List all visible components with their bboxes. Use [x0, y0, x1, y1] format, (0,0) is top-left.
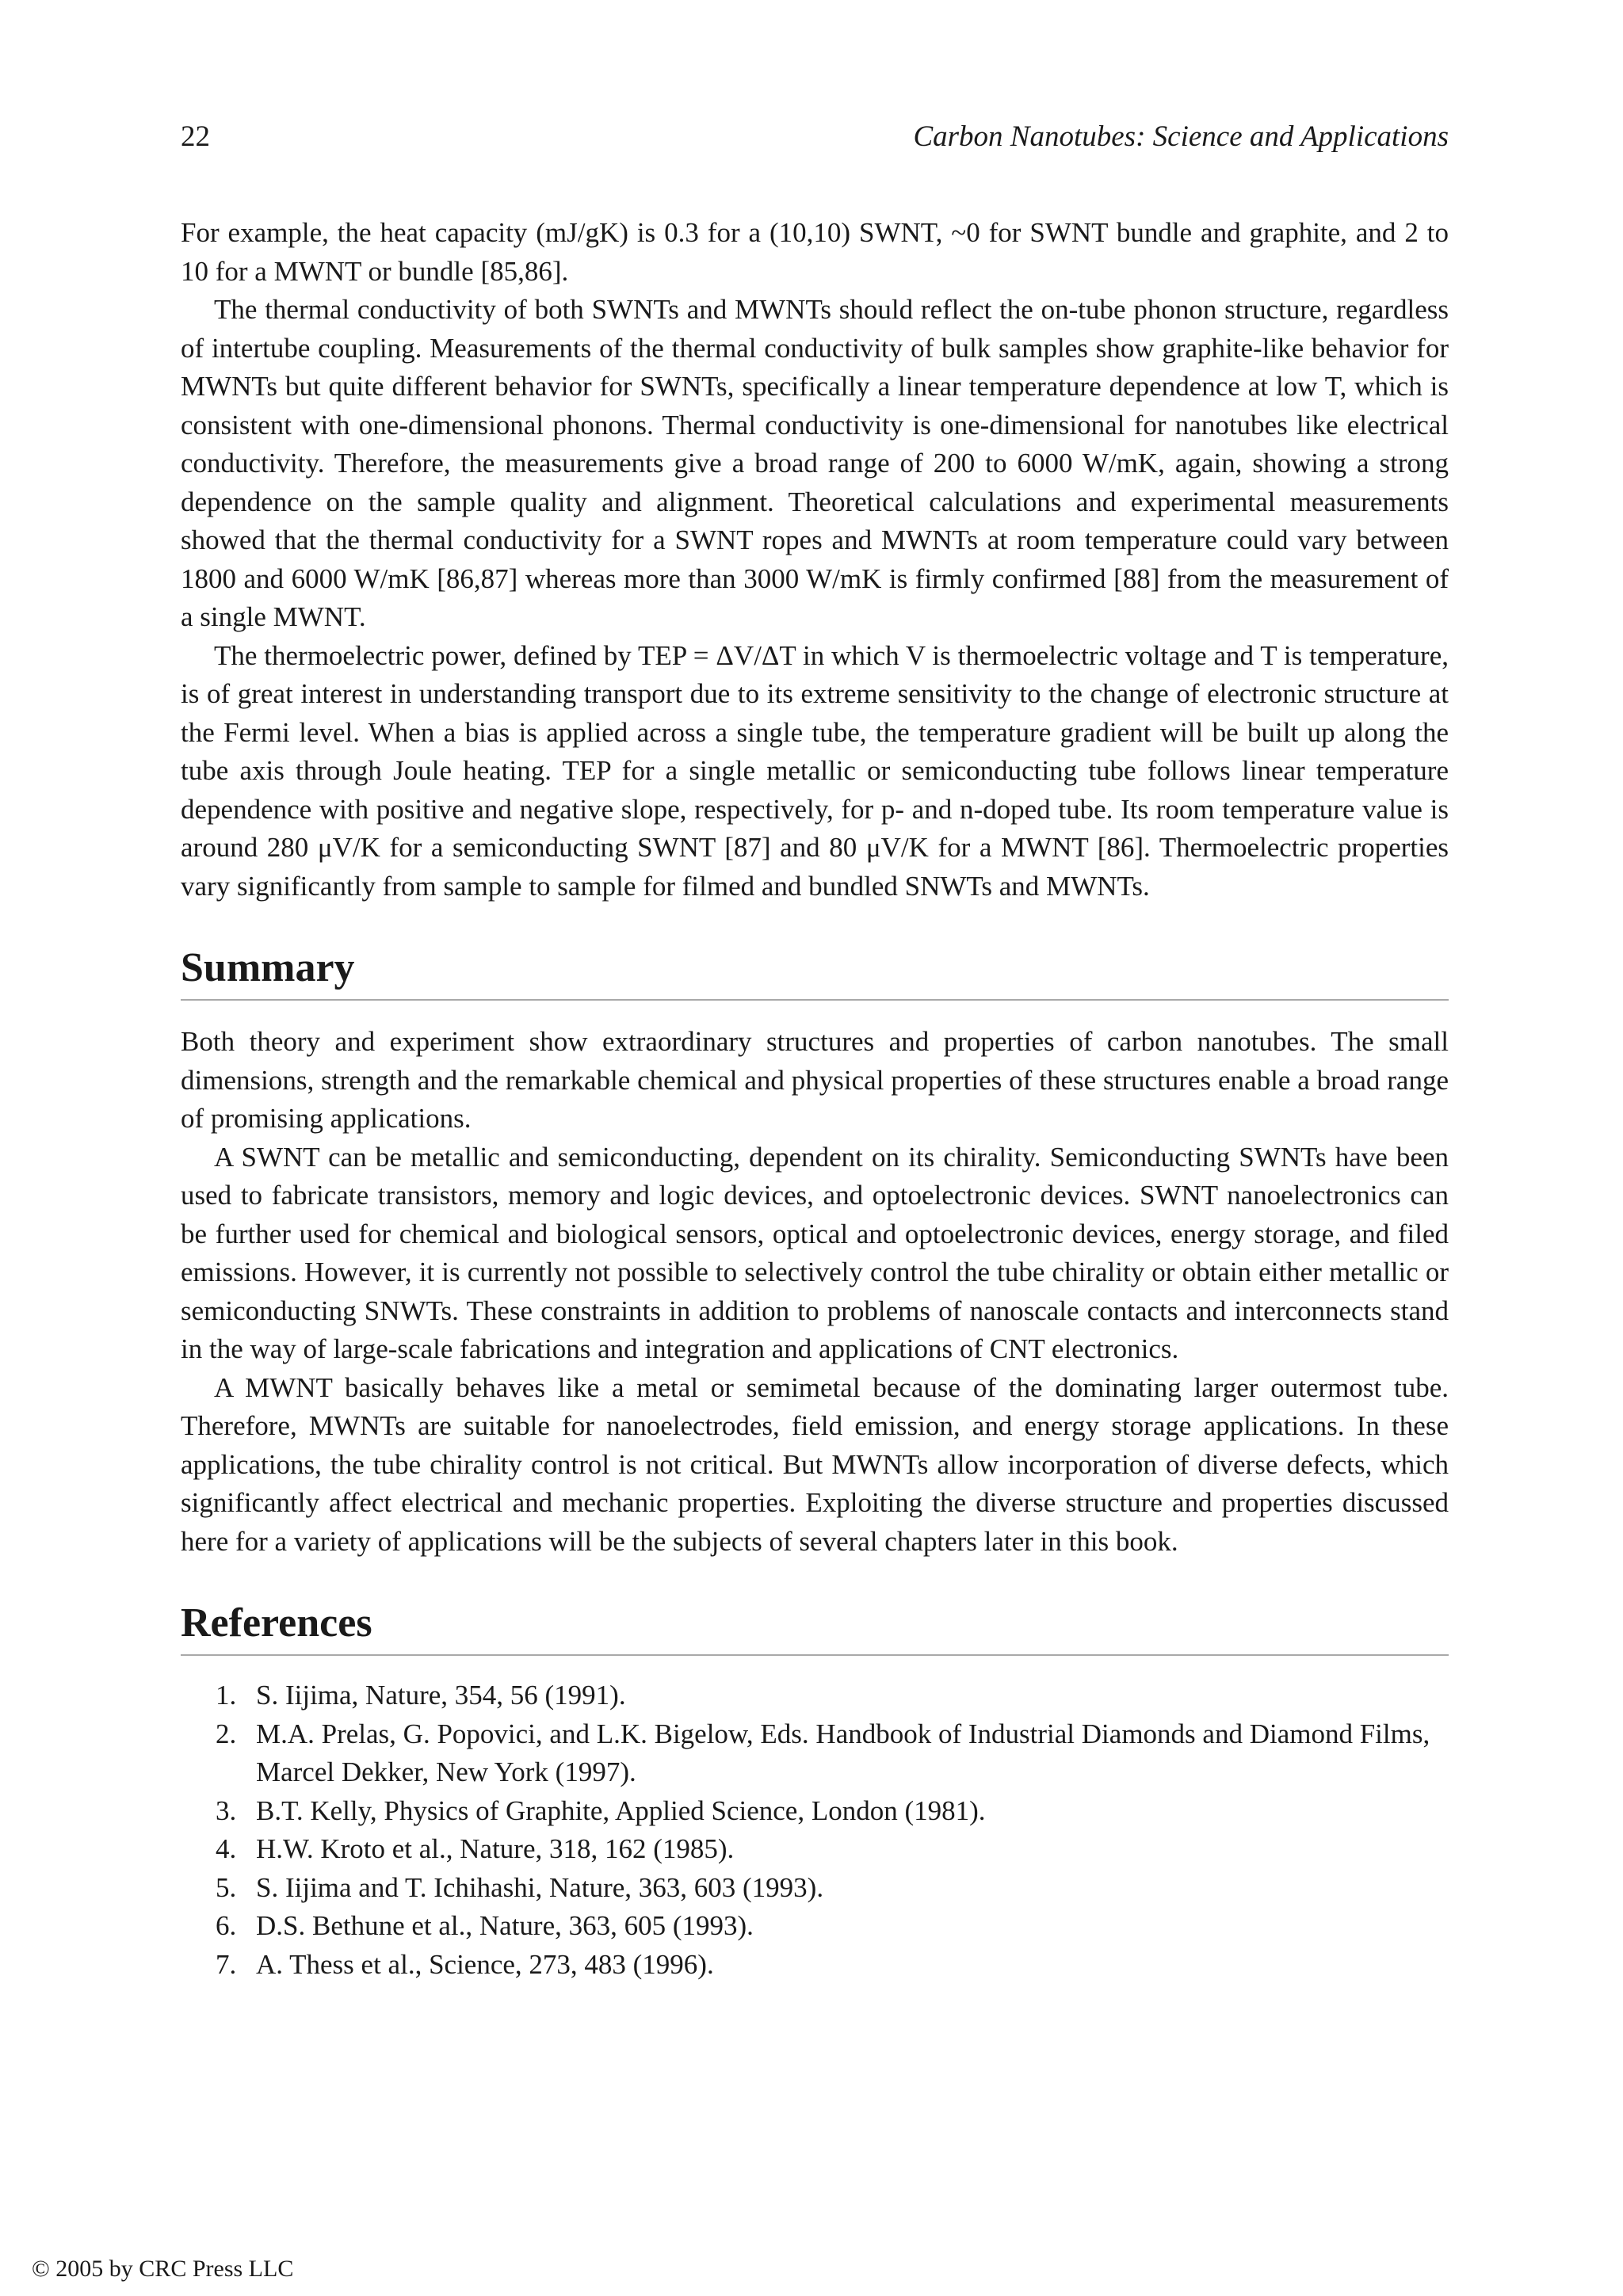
reference-number: 3.	[216, 1794, 237, 1826]
reference-text: M.A. Prelas, G. Popovici, and L.K. Bigelow, Eds. Handbook of Industrial Diamonds and Diamond Films, Marcel Dekker, New York (1997).	[256, 1718, 1430, 1787]
summary-heading: Summary	[181, 942, 1449, 1001]
reference-list	[181, 1676, 1449, 1984]
copyright-notice: © 2005 by CRC Press LLC	[32, 2256, 294, 2282]
reference-item	[181, 1907, 1449, 1946]
reference-item	[181, 1676, 1449, 1715]
running-title: Carbon Nanotubes: Science and Applications	[913, 120, 1449, 153]
reference-number: 7.	[216, 1948, 237, 1980]
references-heading: References	[181, 1597, 1449, 1656]
reference-text: H.W. Kroto et al., Nature, 318, 162 (1985).	[256, 1833, 735, 1864]
running-head	[181, 117, 1449, 157]
reference-number: 1.	[216, 1680, 237, 1711]
reference-number: 5.	[216, 1871, 237, 1903]
body-paragraph: The thermal conductivity of both SWNTs and MWNTs should reflect the on-tube phonon structure, regardless of intertube coupling. Measurements of the thermal conductivity of bulk samples show graphite-like behavior for MWNTs but quite different behavior for SWNTs, specifically a linear temperature dependence at low T, which is consistent with one-dimensional phonons. Thermal conductivity is one-dimensional for nanotubes like electrical conductivity. Therefore, the measurements give a broad range of 200 to 6000 W/mK, again, showing a strong dependence on the sample quality and alignment. Theoretical calculations and experimental measurements showed that the thermal conductivity for a SWNT ropes and MWNTs at room temperature could vary between 1800 and 6000 W/mK [86,87] whereas more than 3000 W/mK is firmly confirmed [88] from the measurement of a single MWNT.	[181, 294, 1449, 632]
page-number: 22	[181, 120, 210, 153]
reference-number: 6.	[216, 1910, 237, 1941]
reference-number: 4.	[216, 1833, 237, 1864]
reference-item	[181, 1792, 1449, 1831]
reference-text: S. Iijima, Nature, 354, 56 (1991).	[256, 1680, 626, 1711]
reference-item	[181, 1715, 1449, 1792]
reference-item	[181, 1830, 1449, 1869]
reference-text: A. Thess et al., Science, 273, 483 (1996).	[256, 1948, 714, 1980]
summary-paragraph: A SWNT can be metallic and semiconducting, dependent on its chirality. Semiconducting SWNTs have been used to fabricate transistors, memory and logic devices, and optoelectronic devices. SWNT nanoelectronics can be further used for chemical and biological sensors, optical and optoelectronic devices, energy storage, and filed emissions. However, it is currently not possible to selectively control the tube chirality or obtain either metallic or semiconducting SNWTs. These constraints in addition to problems of nanoscale contacts and interconnects stand in the way of large-scale fabrications and integration and applications of CNT electronics.	[181, 1141, 1449, 1364]
reference-number: 2.	[216, 1718, 237, 1749]
reference-text: B.T. Kelly, Physics of Graphite, Applied Science, London (1981).	[256, 1794, 986, 1826]
summary-paragraph: Both theory and experiment show extraordinary structures and properties of carbon nanotubes. The small dimensions, strength and the remarkable chemical and physical properties of these structures enable a broad range of promising applications.	[181, 1026, 1449, 1134]
reference-item	[181, 1869, 1449, 1908]
body-paragraph: The thermoelectric power, defined by TEP = ΔV/ΔT in which V is thermoelectric voltage and T is temperature, is of great interest in understanding transport due to its extreme sensitivity to the change of electronic structure at the Fermi level. When a bias is applied across a single tube, the temperature gradient will be built up along the tube axis through Joule heating. TEP for a single metallic or semiconducting tube follows linear temperature dependence with positive and negative slope, respectively, for p- and n-doped tube. Its room temperature value is around 280 μV/K for a semiconducting SWNT [87] and 80 μV/K for a MWNT [86]. Thermoelectric properties vary significantly from sample to sample for filmed and bundled SNWTs and MWNTs.	[181, 639, 1449, 902]
reference-text: S. Iijima and T. Ichihashi, Nature, 363, 603 (1993).	[256, 1871, 824, 1903]
page-body	[181, 214, 1449, 1984]
reference-item	[181, 1946, 1449, 1985]
reference-text: D.S. Bethune et al., Nature, 363, 605 (1993).	[256, 1910, 754, 1941]
body-paragraph: For example, the heat capacity (mJ/gK) is 0.3 for a (10,10) SWNT, ~0 for SWNT bundle and graphite, and 2 to 10 for a MWNT or bundle [85,86].	[181, 217, 1449, 287]
summary-paragraph: A MWNT basically behaves like a metal or semimetal because of the dominating larger outermost tube. Therefore, MWNTs are suitable for nanoelectrodes, field emission, and energy storage applications. In these applications, the tube chirality control is not critical. But MWNTs allow incorporation of diverse defects, which significantly affect electrical and mechanic properties. Exploiting the diverse structure and properties discussed here for a variety of applications will be the subjects of several chapters later in this book.	[181, 1371, 1449, 1557]
